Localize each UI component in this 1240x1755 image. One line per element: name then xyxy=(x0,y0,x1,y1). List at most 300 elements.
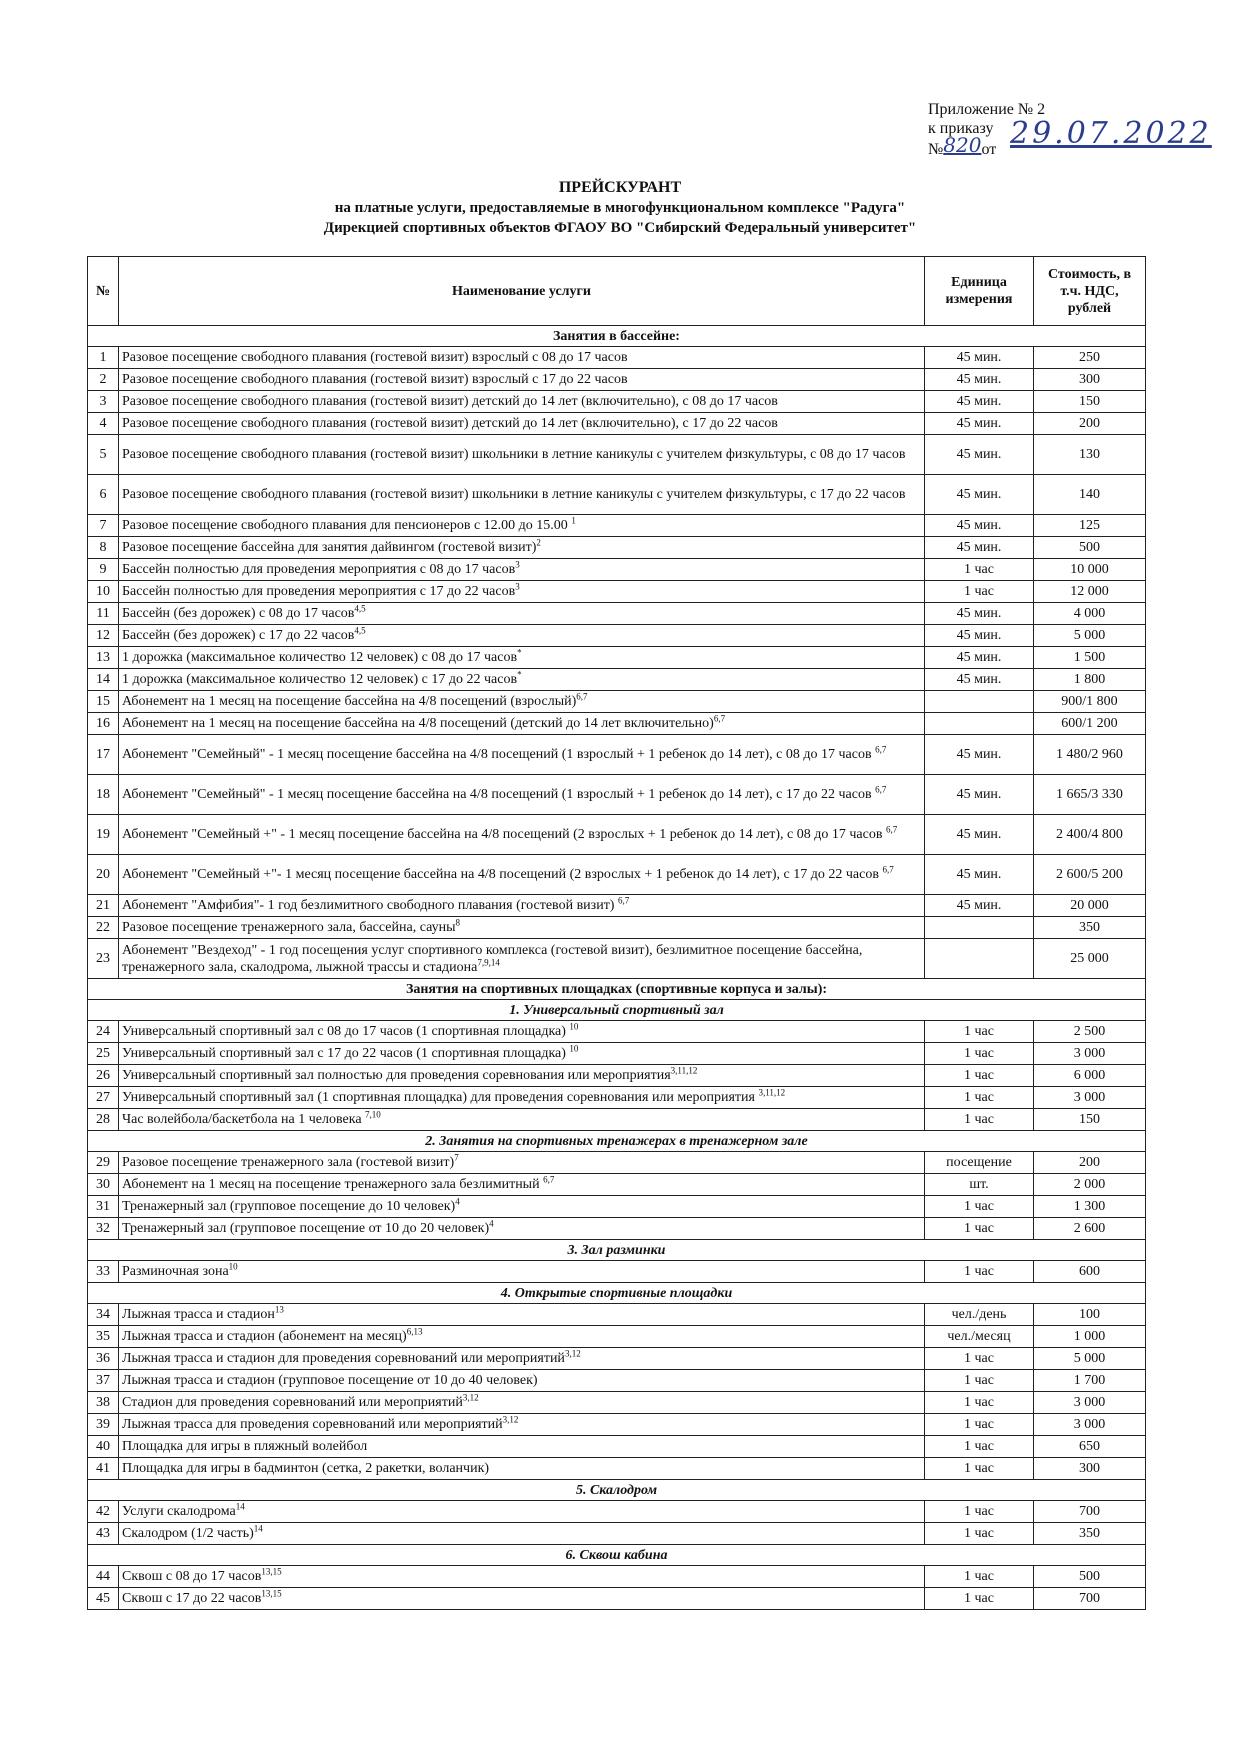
price-cell: 5 000 xyxy=(1034,1348,1146,1370)
service-name-cell xyxy=(119,815,925,855)
footnote-ref: 13 xyxy=(274,1304,284,1315)
header-unit-line1: Единица xyxy=(951,275,1007,290)
row-number: 34 xyxy=(88,1304,119,1326)
section-header-row xyxy=(88,979,1146,1000)
order-number-prefix: № xyxy=(928,141,944,158)
price-cell: 2 600/5 200 xyxy=(1034,855,1146,895)
service-name: Абонемент "Семейный" - 1 месяц посещение бассейна на 4/8 посещений (1 взрослый + 1 ребенок до 14 лет), с 08 до 17 часов xyxy=(122,747,876,762)
table-row xyxy=(88,775,1146,815)
service-name: Разовое посещение свободного плавания (гостевой визит) школьники в летние каникулы с учителем физкультуры, с 08 до 17 часов xyxy=(122,447,906,462)
footnote-ref: 4 xyxy=(489,1218,494,1229)
row-number: 6 xyxy=(88,475,119,515)
footnote-ref: 6,7 xyxy=(875,744,887,755)
price-cell: 6 000 xyxy=(1034,1065,1146,1087)
row-number: 45 xyxy=(88,1588,119,1610)
price-cell: 140 xyxy=(1034,475,1146,515)
service-name-cell xyxy=(119,939,925,979)
unit-cell: 1 час xyxy=(925,1523,1034,1545)
service-name-cell xyxy=(119,1326,925,1348)
unit-cell: чел./день xyxy=(925,1304,1034,1326)
price-cell: 1 300 xyxy=(1034,1196,1146,1218)
price-cell: 1 700 xyxy=(1034,1370,1146,1392)
row-number: 23 xyxy=(88,939,119,979)
service-name-cell xyxy=(119,1304,925,1326)
table-row xyxy=(88,1152,1146,1174)
section-header-row xyxy=(88,326,1146,347)
service-name: Тренажерный зал (групповое посещение от 10 до 20 человек) xyxy=(122,1221,490,1236)
table-row xyxy=(88,1326,1146,1348)
price-cell: 1 665/3 330 xyxy=(1034,775,1146,815)
service-name: Тренажерный зал (групповое посещение до 10 человек) xyxy=(122,1199,456,1214)
service-name-cell xyxy=(119,1152,925,1174)
service-name: Лыжная трасса для проведения соревнований или мероприятий xyxy=(122,1417,503,1432)
order-number-handwritten: 820 xyxy=(943,133,982,157)
header-unit-line2: измерения xyxy=(945,292,1013,307)
unit-cell xyxy=(925,691,1034,713)
footnote-ref: 3 xyxy=(515,581,520,592)
footnote-ref: 4,5 xyxy=(354,625,366,636)
table-row xyxy=(88,1261,1146,1283)
footnote-ref: 6,7 xyxy=(882,864,894,875)
table-row xyxy=(88,625,1146,647)
table-row xyxy=(88,1523,1146,1545)
section-title: 6. Сквош кабина xyxy=(88,1545,1146,1566)
table-row xyxy=(88,647,1146,669)
unit-cell: 1 час xyxy=(925,1021,1034,1043)
unit-cell: 45 мин. xyxy=(925,475,1034,515)
service-name-cell xyxy=(119,1087,925,1109)
table-row xyxy=(88,855,1146,895)
table-row xyxy=(88,917,1146,939)
unit-cell: 1 час xyxy=(925,1261,1034,1283)
unit-cell: 1 час xyxy=(925,1196,1034,1218)
price-cell: 2 500 xyxy=(1034,1021,1146,1043)
header-price-line1: Стоимость, в xyxy=(1047,266,1132,282)
row-number: 24 xyxy=(88,1021,119,1043)
footnote-ref: 14 xyxy=(253,1523,263,1534)
price-cell: 300 xyxy=(1034,369,1146,391)
order-date-handwritten: 29.07.2022 xyxy=(1010,116,1212,151)
section-header-row xyxy=(88,1480,1146,1501)
unit-cell: 1 час xyxy=(925,1501,1034,1523)
service-name: Бассейн (без дорожек) с 17 до 22 часов xyxy=(122,628,355,643)
service-name: Разовое посещение свободного плавания для пенсионеров с 12.00 до 15.00 xyxy=(122,518,572,533)
header-name: Наименование услуги xyxy=(119,257,925,326)
table-row xyxy=(88,559,1146,581)
table-row xyxy=(88,815,1146,855)
service-name: Разовое посещение свободного плавания (гостевой визит) взрослый с 08 до 17 часов xyxy=(122,350,628,365)
section-title: 3. Зал разминки xyxy=(88,1240,1146,1261)
unit-cell: 1 час xyxy=(925,1370,1034,1392)
unit-cell: 45 мин. xyxy=(925,537,1034,559)
document-title: ПРЕЙСКУРАНТ xyxy=(558,179,682,196)
document-subtitle-1: на платные услуги, предоставляемые в многофункциональном комплексе "Радуга" xyxy=(334,200,906,216)
footnote-ref: 6,7 xyxy=(885,824,898,835)
unit-cell: 1 час xyxy=(925,1087,1034,1109)
row-number: 43 xyxy=(88,1523,119,1545)
footnote-ref: 6,7 xyxy=(576,691,588,702)
row-number: 2 xyxy=(88,369,119,391)
section-title: 2. Занятия на спортивных тренажерах в тренажерном зале xyxy=(88,1131,1146,1152)
service-name-cell xyxy=(119,413,925,435)
row-number: 15 xyxy=(88,691,119,713)
footnote-ref: 3,11,12 xyxy=(670,1065,698,1076)
unit-cell: 1 час xyxy=(925,1414,1034,1436)
unit-cell: 1 час xyxy=(925,1436,1034,1458)
service-name-cell xyxy=(119,1436,925,1458)
service-name: Лыжная трасса и стадион xyxy=(122,1307,275,1322)
service-name-cell xyxy=(119,647,925,669)
service-name: Площадка для игры в пляжный волейбол xyxy=(122,1439,368,1454)
service-name-cell xyxy=(119,669,925,691)
document-subtitle-2: Дирекцией спортивных объектов ФГАОУ ВО "Сибирский Федеральный университет" xyxy=(323,220,917,236)
unit-cell: 45 мин. xyxy=(925,347,1034,369)
unit-cell: 45 мин. xyxy=(925,391,1034,413)
unit-cell: 45 мин. xyxy=(925,603,1034,625)
row-number: 19 xyxy=(88,815,119,855)
footnote-ref: 13,15 xyxy=(261,1588,282,1599)
unit-cell: 45 мин. xyxy=(925,669,1034,691)
row-number: 18 xyxy=(88,775,119,815)
footnote-ref: 13,15 xyxy=(261,1566,282,1577)
unit-cell: 45 мин. xyxy=(925,647,1034,669)
service-name: Абонемент "Семейный +" - 1 месяц посещение бассейна на 4/8 посещений (2 взрослых + 1 ребенок до 14 лет), с 08 до 17 часов xyxy=(122,827,886,842)
row-number: 44 xyxy=(88,1566,119,1588)
footnote-ref: 7,10 xyxy=(365,1109,381,1120)
unit-cell: 1 час xyxy=(925,1588,1034,1610)
table-row xyxy=(88,369,1146,391)
section-title: Занятия в бассейне: xyxy=(88,326,1146,347)
table-row xyxy=(88,515,1146,537)
appendix-title: Приложение № 2 xyxy=(928,101,1046,118)
unit-cell: 1 час xyxy=(925,1348,1034,1370)
service-name-cell xyxy=(119,735,925,775)
section-title: 1. Универсальный спортивный зал xyxy=(88,1000,1146,1021)
row-number: 3 xyxy=(88,391,119,413)
price-cell: 125 xyxy=(1034,515,1146,537)
service-name-cell xyxy=(119,1348,925,1370)
service-name: Бассейн полностью для проведения мероприятия с 17 до 22 часов xyxy=(122,584,516,599)
footnote-ref: 8 xyxy=(455,917,460,928)
row-number: 16 xyxy=(88,713,119,735)
service-name: Лыжная трасса и стадион (абонемент на месяц) xyxy=(122,1329,407,1344)
footnote-ref: 6,7 xyxy=(617,895,630,906)
table-row xyxy=(88,475,1146,515)
service-name: Абонемент "Семейный +"- 1 месяц посещение бассейна на 4/8 посещений (2 взрослых + 1 ребенок до 14 лет), с 17 до 22 часов xyxy=(122,867,883,882)
service-name-cell xyxy=(119,1218,925,1240)
table-row xyxy=(88,1087,1146,1109)
service-name: Разовое посещение свободного плавания (гостевой визит) взрослый с 17 до 22 часов xyxy=(122,372,628,387)
unit-cell: 1 час xyxy=(925,1566,1034,1588)
row-number: 39 xyxy=(88,1414,119,1436)
row-number: 36 xyxy=(88,1348,119,1370)
footnote-ref: 10 xyxy=(569,1043,579,1054)
service-name-cell xyxy=(119,713,925,735)
table-row xyxy=(88,603,1146,625)
table-row xyxy=(88,1436,1146,1458)
price-cell: 600/1 200 xyxy=(1034,713,1146,735)
service-name-cell xyxy=(119,855,925,895)
unit-cell: 45 мин. xyxy=(925,625,1034,647)
row-number: 29 xyxy=(88,1152,119,1174)
table-row xyxy=(88,1043,1146,1065)
service-name: 1 дорожка (максимальное количество 12 человек) с 17 до 22 часов xyxy=(122,672,518,687)
unit-cell xyxy=(925,917,1034,939)
service-name-cell xyxy=(119,1065,925,1087)
service-name-cell xyxy=(119,391,925,413)
service-name-cell xyxy=(119,581,925,603)
service-name-cell xyxy=(119,1566,925,1588)
unit-cell: 45 мин. xyxy=(925,435,1034,475)
unit-cell: 1 час xyxy=(925,1109,1034,1131)
table-row xyxy=(88,939,1146,979)
row-number: 20 xyxy=(88,855,119,895)
header-num: № xyxy=(88,257,119,326)
service-name: Разминочная зона xyxy=(122,1264,229,1279)
table-row xyxy=(88,1392,1146,1414)
service-name-cell xyxy=(119,625,925,647)
service-name: Сквош с 08 до 17 часов xyxy=(122,1569,262,1584)
row-number: 17 xyxy=(88,735,119,775)
service-name-cell xyxy=(119,537,925,559)
price-cell: 250 xyxy=(1034,347,1146,369)
unit-cell: 45 мин. xyxy=(925,413,1034,435)
section-header-row xyxy=(88,1000,1146,1021)
service-name: Час волейбола/баскетбола на 1 человека xyxy=(122,1112,366,1127)
service-name: Разовое посещение свободного плавания (гостевой визит) детский до 14 лет (включительно), с 17 до 22 часов xyxy=(122,416,778,431)
price-cell: 600 xyxy=(1034,1261,1146,1283)
service-name: Услуги скалодрома xyxy=(122,1504,236,1519)
price-cell: 25 000 xyxy=(1034,939,1146,979)
row-number: 28 xyxy=(88,1109,119,1131)
unit-cell: чел./месяц xyxy=(925,1326,1034,1348)
service-name: Лыжная трасса и стадион для проведения соревнований или мероприятий xyxy=(122,1351,565,1366)
price-cell: 1 480/2 960 xyxy=(1034,735,1146,775)
service-name-cell xyxy=(119,775,925,815)
footnote-ref: 3 xyxy=(515,559,520,570)
service-name-cell xyxy=(119,1174,925,1196)
header-price-line2: т.ч. НДС, xyxy=(1060,283,1119,299)
footnote-ref: 10 xyxy=(569,1021,579,1032)
section-header-row xyxy=(88,1240,1146,1261)
row-number: 33 xyxy=(88,1261,119,1283)
table-row xyxy=(88,1370,1146,1392)
service-name: Абонемент "Амфибия"- 1 год безлимитного свободного плавания (гостевой визит) xyxy=(122,898,618,913)
price-cell: 12 000 xyxy=(1034,581,1146,603)
row-number: 14 xyxy=(88,669,119,691)
price-cell: 3 000 xyxy=(1034,1043,1146,1065)
row-number: 13 xyxy=(88,647,119,669)
service-name: Универсальный спортивный зал с 08 до 17 часов (1 спортивная площадка) xyxy=(122,1024,570,1039)
section-title: 4. Открытые спортивные площадки xyxy=(88,1283,1146,1304)
table-row xyxy=(88,1109,1146,1131)
footnote-ref: 7 xyxy=(454,1152,459,1163)
footnote-ref: 3,12 xyxy=(564,1348,581,1359)
section-header-row xyxy=(88,1131,1146,1152)
unit-cell: 1 час xyxy=(925,1043,1034,1065)
row-number: 1 xyxy=(88,347,119,369)
footnote-ref: 7,9,14 xyxy=(477,956,500,967)
service-name: Лыжная трасса и стадион (групповое посещение от 10 до 40 человек) xyxy=(122,1373,538,1388)
price-cell: 1 000 xyxy=(1034,1326,1146,1348)
service-name-cell xyxy=(119,347,925,369)
table-header-row xyxy=(88,257,1146,326)
footnote-ref: * xyxy=(517,647,522,658)
service-name: Абонемент "Семейный" - 1 месяц посещение бассейна на 4/8 посещений (1 взрослый + 1 ребенок до 14 лет), с 17 до 22 часов xyxy=(122,787,876,802)
unit-cell: 1 час xyxy=(925,559,1034,581)
price-table-body xyxy=(88,326,1146,1610)
service-name: Разовое посещение свободного плавания (гостевой визит) детский до 14 лет (включительно), с 08 до 17 часов xyxy=(122,394,778,409)
table-row xyxy=(88,1458,1146,1480)
service-name-cell xyxy=(119,1501,925,1523)
appendix-order-label: к приказу xyxy=(928,120,994,137)
row-number: 4 xyxy=(88,413,119,435)
unit-cell: 45 мин. xyxy=(925,895,1034,917)
table-row xyxy=(88,537,1146,559)
table-row xyxy=(88,1348,1146,1370)
price-list-table xyxy=(87,256,1146,1610)
unit-cell: шт. xyxy=(925,1174,1034,1196)
price-cell: 350 xyxy=(1034,917,1146,939)
price-cell: 150 xyxy=(1034,391,1146,413)
row-number: 22 xyxy=(88,917,119,939)
row-number: 41 xyxy=(88,1458,119,1480)
table-row xyxy=(88,1196,1146,1218)
service-name: Разовое посещение тренажерного зала, бассейна, сауны xyxy=(122,920,456,935)
unit-cell: посещение xyxy=(925,1152,1034,1174)
table-row xyxy=(88,713,1146,735)
service-name: Площадка для игры в бадминтон (сетка, 2 ракетки, воланчик) xyxy=(122,1461,490,1476)
service-name-cell xyxy=(119,1043,925,1065)
service-name: Универсальный спортивный зал с 17 до 22 часов (1 спортивная площадка) xyxy=(122,1046,570,1061)
row-number: 26 xyxy=(88,1065,119,1087)
price-cell: 900/1 800 xyxy=(1034,691,1146,713)
service-name: Универсальный спортивный зал (1 спортивная площадка) для проведения соревнования или мероприятия xyxy=(122,1090,759,1105)
table-row xyxy=(88,391,1146,413)
table-row xyxy=(88,1501,1146,1523)
row-number: 27 xyxy=(88,1087,119,1109)
service-name-cell xyxy=(119,1414,925,1436)
row-number: 38 xyxy=(88,1392,119,1414)
footnote-ref: 6,13 xyxy=(406,1326,423,1337)
table-row xyxy=(88,1065,1146,1087)
table-row xyxy=(88,669,1146,691)
price-cell: 200 xyxy=(1034,413,1146,435)
service-name: Разовое посещение бассейна для занятия дайвингом (гостевой визит) xyxy=(122,540,537,555)
header-price-line3: рублей xyxy=(1067,300,1112,316)
price-cell: 500 xyxy=(1034,1566,1146,1588)
price-cell: 200 xyxy=(1034,1152,1146,1174)
table-row xyxy=(88,347,1146,369)
price-cell: 3 000 xyxy=(1034,1392,1146,1414)
service-name-cell xyxy=(119,1392,925,1414)
title-block xyxy=(0,178,1240,238)
price-cell: 3 000 xyxy=(1034,1087,1146,1109)
price-cell: 2 000 xyxy=(1034,1174,1146,1196)
row-number: 37 xyxy=(88,1370,119,1392)
service-name-cell xyxy=(119,1196,925,1218)
table-row xyxy=(88,735,1146,775)
unit-cell: 45 мин. xyxy=(925,855,1034,895)
service-name: Бассейн (без дорожек) с 08 до 17 часов xyxy=(122,606,355,621)
price-cell: 5 000 xyxy=(1034,625,1146,647)
table-row xyxy=(88,1174,1146,1196)
service-name-cell xyxy=(119,1458,925,1480)
table-row xyxy=(88,1566,1146,1588)
price-cell: 130 xyxy=(1034,435,1146,475)
service-name: Абонемент на 1 месяц на посещение тренажерного зала безлимитный xyxy=(122,1177,544,1192)
service-name-cell xyxy=(119,603,925,625)
service-name-cell xyxy=(119,917,925,939)
service-name-cell xyxy=(119,1370,925,1392)
footnote-ref: 3,12 xyxy=(462,1392,479,1403)
service-name: 1 дорожка (максимальное количество 12 человек) с 08 до 17 часов xyxy=(122,650,518,665)
row-number: 35 xyxy=(88,1326,119,1348)
appendix-block xyxy=(928,100,1212,159)
service-name: Бассейн полностью для проведения мероприятия с 08 до 17 часов xyxy=(122,562,516,577)
row-number: 10 xyxy=(88,581,119,603)
service-name: Универсальный спортивный зал полностью для проведения соревнования или мероприятия xyxy=(122,1068,671,1083)
footnote-ref: 10 xyxy=(228,1261,238,1272)
price-cell: 500 xyxy=(1034,537,1146,559)
price-cell: 10 000 xyxy=(1034,559,1146,581)
unit-cell xyxy=(925,713,1034,735)
table-row xyxy=(88,581,1146,603)
service-name: Разовое посещение свободного плавания (гостевой визит) школьники в летние каникулы с учителем физкультуры, с 17 до 22 часов xyxy=(122,487,906,502)
service-name: Абонемент на 1 месяц на посещение бассейна на 4/8 посещений (взрослый) xyxy=(122,694,577,709)
section-header-row xyxy=(88,1545,1146,1566)
service-name: Абонемент "Вездеход" - 1 год посещения услуг спортивного комплекса (гостевой визит), безлимитное посещение бассейна, тренажерного зала, скалодрома, лыжной трассы и стадиона xyxy=(122,942,863,975)
service-name-cell xyxy=(119,895,925,917)
service-name: Разовое посещение тренажерного зала (гостевой визит) xyxy=(122,1155,455,1170)
section-title: 5. Скалодром xyxy=(88,1480,1146,1501)
service-name: Абонемент на 1 месяц на посещение бассейна на 4/8 посещений (детский до 14 лет включительно) xyxy=(122,716,714,731)
unit-cell: 45 мин. xyxy=(925,775,1034,815)
row-number: 31 xyxy=(88,1196,119,1218)
unit-cell: 1 час xyxy=(925,1392,1034,1414)
footnote-ref: 4 xyxy=(455,1196,460,1207)
service-name: Сквош с 17 до 22 часов xyxy=(122,1591,262,1606)
unit-cell xyxy=(925,939,1034,979)
footnote-ref: 4,5 xyxy=(354,603,366,614)
table-row xyxy=(88,1021,1146,1043)
unit-cell: 45 мин. xyxy=(925,815,1034,855)
row-number: 25 xyxy=(88,1043,119,1065)
service-name-cell xyxy=(119,1261,925,1283)
price-cell: 20 000 xyxy=(1034,895,1146,917)
footnote-ref: 6,7 xyxy=(543,1174,555,1185)
table-row xyxy=(88,1414,1146,1436)
price-cell: 4 000 xyxy=(1034,603,1146,625)
section-title: Занятия на спортивных площадках (спортивные корпуса и залы): xyxy=(88,979,1146,1000)
service-name-cell xyxy=(119,1109,925,1131)
row-number: 32 xyxy=(88,1218,119,1240)
row-number: 30 xyxy=(88,1174,119,1196)
unit-cell: 45 мин. xyxy=(925,515,1034,537)
price-cell: 350 xyxy=(1034,1523,1146,1545)
service-name: Скалодром (1/2 часть) xyxy=(122,1526,254,1541)
footnote-ref: 6,7 xyxy=(875,784,887,795)
row-number: 7 xyxy=(88,515,119,537)
footnote-ref: 14 xyxy=(235,1501,245,1512)
footnote-ref: 2 xyxy=(536,537,541,548)
service-name-cell xyxy=(119,1588,925,1610)
price-cell: 2 400/4 800 xyxy=(1034,815,1146,855)
footnote-ref: 3,11,12 xyxy=(758,1087,786,1098)
row-number: 21 xyxy=(88,895,119,917)
header-unit xyxy=(925,257,1034,326)
price-cell: 150 xyxy=(1034,1109,1146,1131)
